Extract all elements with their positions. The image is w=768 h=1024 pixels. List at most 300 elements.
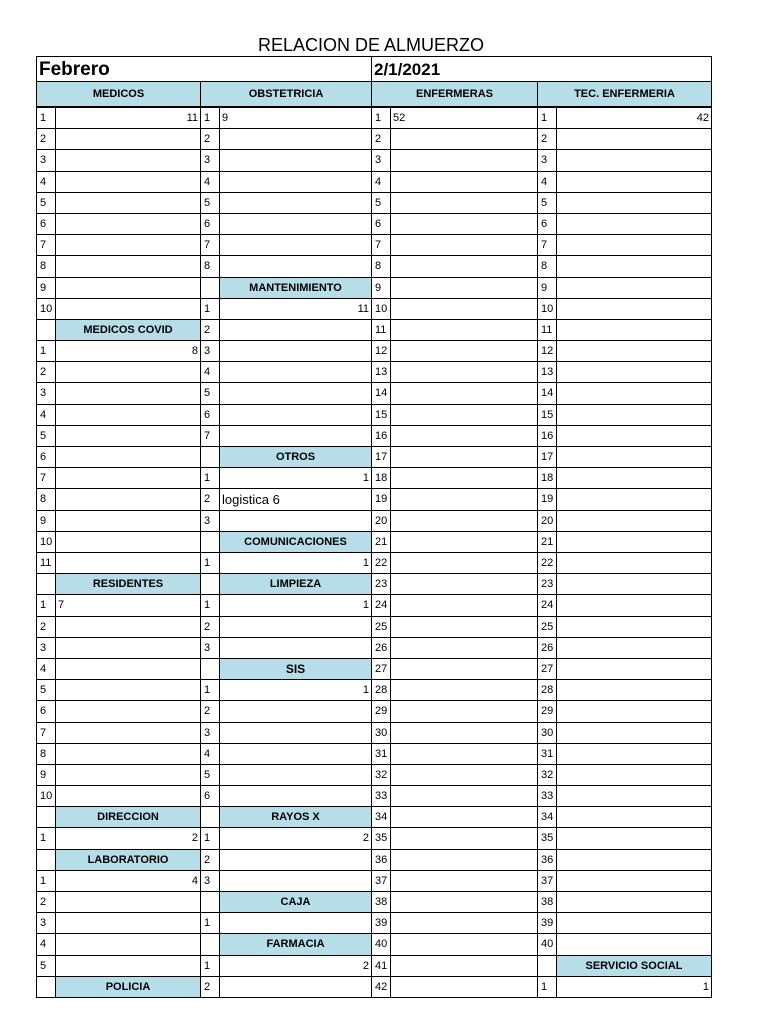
row-number: 32: [371, 764, 391, 786]
count-cell[interactable]: [390, 531, 538, 553]
count-cell[interactable]: [219, 700, 372, 723]
row-number: 28: [371, 679, 391, 701]
count-cell[interactable]: [390, 340, 538, 362]
count-cell[interactable]: [556, 722, 712, 744]
count-cell[interactable]: [556, 870, 712, 892]
row-number: 37: [371, 870, 391, 892]
count-cell[interactable]: [219, 255, 372, 278]
group-header-rayos-x: RAYOS X: [219, 806, 372, 828]
count-cell[interactable]: [219, 404, 372, 426]
row-number: 5: [371, 192, 391, 214]
count-cell[interactable]: [556, 849, 712, 871]
row-number: 8: [200, 255, 220, 278]
count-cell[interactable]: [556, 213, 712, 235]
count-cell[interactable]: [219, 510, 372, 532]
blank-cell: [200, 277, 220, 299]
count-cell-otros-1[interactable]: 1: [219, 467, 372, 489]
count-cell[interactable]: [390, 277, 538, 299]
row-number: 5: [200, 192, 220, 214]
count-cell[interactable]: [55, 234, 201, 256]
count-cell[interactable]: [390, 467, 538, 489]
row-number: 3: [200, 340, 220, 362]
row-number: 11: [36, 552, 56, 574]
row-number: 9: [36, 277, 56, 299]
count-cell[interactable]: [55, 128, 201, 150]
group-header-laboratorio: LABORATORIO: [55, 849, 201, 871]
count-cell[interactable]: [55, 679, 201, 701]
row-number: 4: [200, 171, 220, 193]
row-number: 4: [36, 658, 56, 680]
row-number: 3: [36, 637, 56, 659]
count-cell[interactable]: [390, 573, 538, 595]
count-cell[interactable]: [55, 616, 201, 638]
count-cell[interactable]: [55, 912, 201, 934]
count-cell[interactable]: [390, 404, 538, 426]
count-cell[interactable]: [390, 976, 538, 998]
row-number: 3: [371, 149, 391, 172]
count-cell[interactable]: [390, 149, 538, 172]
row-number: 40: [371, 933, 391, 956]
count-cell[interactable]: [55, 531, 201, 553]
count-cell[interactable]: [390, 891, 538, 913]
count-cell[interactable]: [390, 679, 538, 701]
row-number: 30: [371, 722, 391, 744]
row-number: 23: [371, 573, 391, 595]
row-number: 29: [537, 700, 557, 723]
count-cell[interactable]: [556, 446, 712, 468]
row-number: 18: [537, 467, 557, 489]
row-number: 14: [371, 382, 391, 405]
count-cell[interactable]: [219, 171, 372, 193]
count-cell[interactable]: [390, 700, 538, 723]
count-cell[interactable]: [556, 637, 712, 659]
row-number: 7: [200, 425, 220, 447]
count-cell[interactable]: [556, 298, 712, 320]
row-number: 2: [200, 616, 220, 638]
row-number: 33: [371, 785, 391, 807]
count-cell[interactable]: [390, 849, 538, 871]
count-cell-tec-enfermeria-1[interactable]: 42: [556, 107, 712, 129]
count-cell[interactable]: [219, 722, 372, 744]
row-number: 1: [200, 827, 220, 850]
blank-cell: [36, 849, 56, 871]
count-cell-medicos-covid-1[interactable]: 8: [55, 340, 201, 362]
count-cell[interactable]: [390, 255, 538, 278]
count-cell[interactable]: [390, 806, 538, 828]
row-number: 3: [200, 870, 220, 892]
row-number: 6: [200, 785, 220, 807]
count-cell[interactable]: [219, 637, 372, 659]
count-cell[interactable]: [219, 616, 372, 638]
row-number: 1: [36, 340, 56, 362]
count-cell[interactable]: [219, 976, 372, 998]
row-number: 25: [537, 616, 557, 638]
group-header-limpieza: LIMPIEZA: [219, 573, 372, 595]
count-cell[interactable]: [55, 658, 201, 680]
count-cell[interactable]: [219, 340, 372, 362]
row-number: 7: [537, 234, 557, 256]
count-cell[interactable]: [390, 743, 538, 765]
row-number: 2: [36, 128, 56, 150]
row-number: 9: [36, 764, 56, 786]
row-number: 7: [371, 234, 391, 256]
count-cell-servicio-social-1[interactable]: 1: [556, 976, 712, 998]
count-cell[interactable]: [390, 955, 538, 977]
count-cell[interactable]: [556, 319, 712, 341]
row-number: 21: [537, 531, 557, 553]
row-number: 2: [200, 849, 220, 871]
count-cell[interactable]: [55, 446, 201, 468]
count-cell[interactable]: [556, 149, 712, 172]
row-number: 2: [200, 488, 220, 511]
row-number: 8: [36, 743, 56, 765]
count-cell[interactable]: [390, 827, 538, 850]
blank-cell: [537, 955, 557, 977]
count-cell[interactable]: [219, 319, 372, 341]
count-cell[interactable]: [219, 128, 372, 150]
count-cell-residentes-1[interactable]: 7: [55, 594, 201, 617]
row-number: 9: [537, 277, 557, 299]
group-header-comunicaciones: COMUNICACIONES: [219, 531, 372, 553]
count-cell[interactable]: [556, 277, 712, 299]
group-header-mantenimiento: MANTENIMIENTO: [219, 277, 372, 299]
row-number: 3: [36, 149, 56, 172]
row-number: 4: [36, 404, 56, 426]
count-cell[interactable]: [556, 785, 712, 807]
count-cell[interactable]: [556, 912, 712, 934]
count-cell-limpieza-1[interactable]: 1: [219, 594, 372, 617]
count-cell[interactable]: [55, 637, 201, 659]
count-cell[interactable]: [390, 425, 538, 447]
row-number: 29: [371, 700, 391, 723]
count-cell[interactable]: [219, 192, 372, 214]
row-number: 39: [371, 912, 391, 934]
row-number: 4: [537, 171, 557, 193]
count-cell[interactable]: [219, 213, 372, 235]
blank-cell: [36, 573, 56, 595]
count-cell[interactable]: [390, 213, 538, 235]
count-cell[interactable]: [219, 149, 372, 172]
count-cell-direccion-1[interactable]: 2: [55, 827, 201, 850]
count-cell[interactable]: [556, 510, 712, 532]
row-number: 15: [537, 404, 557, 426]
row-number: 5: [537, 192, 557, 214]
row-number: 24: [537, 594, 557, 617]
count-cell[interactable]: [55, 255, 201, 278]
count-cell[interactable]: [390, 933, 538, 956]
row-number: 3: [200, 722, 220, 744]
count-cell[interactable]: [390, 171, 538, 193]
count-cell-sis-1[interactable]: 1: [219, 679, 372, 701]
row-number: 32: [537, 764, 557, 786]
row-number: 12: [537, 340, 557, 362]
row-number: 4: [36, 933, 56, 956]
count-cell[interactable]: [55, 700, 201, 723]
row-number: 5: [36, 955, 56, 977]
row-number: 7: [36, 722, 56, 744]
count-cell[interactable]: [556, 552, 712, 574]
count-cell[interactable]: [556, 361, 712, 383]
row-number: 9: [36, 510, 56, 532]
count-cell[interactable]: [55, 955, 201, 977]
count-cell[interactable]: [556, 806, 712, 828]
blank-cell: [200, 933, 220, 956]
count-cell[interactable]: [556, 679, 712, 701]
blank-cell: [200, 531, 220, 553]
count-cell[interactable]: [390, 298, 538, 320]
count-cell[interactable]: [556, 594, 712, 617]
row-number: 6: [200, 404, 220, 426]
row-number: 6: [36, 446, 56, 468]
count-cell[interactable]: [390, 785, 538, 807]
row-number: 36: [537, 849, 557, 871]
row-number: 3: [200, 510, 220, 532]
count-cell[interactable]: [55, 277, 201, 299]
count-cell[interactable]: [55, 764, 201, 786]
count-cell[interactable]: [55, 382, 201, 405]
count-cell[interactable]: [556, 827, 712, 850]
count-cell[interactable]: [55, 891, 201, 913]
row-number: 24: [371, 594, 391, 617]
row-number: 8: [36, 255, 56, 278]
row-number: 15: [371, 404, 391, 426]
blank-cell: [200, 658, 220, 680]
row-number: 1: [537, 976, 557, 998]
count-cell[interactable]: [556, 340, 712, 362]
count-cell[interactable]: [55, 722, 201, 744]
count-cell-medicos-1[interactable]: 11: [55, 107, 201, 129]
row-number: 38: [537, 891, 557, 913]
count-cell[interactable]: [390, 870, 538, 892]
count-cell[interactable]: [390, 382, 538, 405]
count-cell[interactable]: [219, 361, 372, 383]
group-header-servicio-social: SERVICIO SOCIAL: [556, 955, 712, 977]
count-cell[interactable]: [390, 552, 538, 574]
row-number: 31: [371, 743, 391, 765]
row-number: 1: [537, 107, 557, 129]
count-cell[interactable]: [390, 912, 538, 934]
row-number: 34: [537, 806, 557, 828]
count-cell[interactable]: [390, 510, 538, 532]
row-number: 3: [36, 382, 56, 405]
count-cell[interactable]: [219, 870, 372, 892]
count-cell[interactable]: [55, 404, 201, 426]
count-cell-otros-2[interactable]: logistica 6: [219, 488, 372, 511]
count-cell[interactable]: [390, 764, 538, 786]
row-number: 10: [371, 298, 391, 320]
count-cell[interactable]: [390, 658, 538, 680]
count-cell[interactable]: [55, 467, 201, 489]
row-number: 27: [371, 658, 391, 680]
count-cell[interactable]: [556, 531, 712, 553]
row-number: 10: [36, 298, 56, 320]
count-cell[interactable]: [55, 213, 201, 235]
count-cell[interactable]: [390, 488, 538, 511]
row-number: 30: [537, 722, 557, 744]
count-cell[interactable]: [219, 785, 372, 807]
count-cell[interactable]: [556, 933, 712, 956]
count-cell[interactable]: [556, 573, 712, 595]
group-header-direccion: DIRECCION: [55, 806, 201, 828]
count-cell[interactable]: [55, 192, 201, 214]
row-number: 1: [36, 594, 56, 617]
row-number: 2: [200, 700, 220, 723]
count-cell[interactable]: [390, 361, 538, 383]
count-cell[interactable]: [556, 234, 712, 256]
row-number: 13: [371, 361, 391, 383]
count-cell[interactable]: [556, 404, 712, 426]
count-cell[interactable]: [55, 361, 201, 383]
row-number: 17: [371, 446, 391, 468]
count-cell[interactable]: [556, 255, 712, 278]
count-cell-enfermeras-1[interactable]: 52: [390, 107, 538, 129]
row-number: 20: [537, 510, 557, 532]
count-cell[interactable]: [556, 616, 712, 638]
row-number: 42: [371, 976, 391, 998]
count-cell[interactable]: [390, 594, 538, 617]
row-number: 1: [200, 955, 220, 977]
row-number: 3: [200, 149, 220, 172]
row-number: 8: [36, 488, 56, 511]
row-number: 2: [200, 128, 220, 150]
row-number: 4: [200, 743, 220, 765]
row-number: 26: [537, 637, 557, 659]
date-cell[interactable]: 2/1/2021: [371, 56, 712, 82]
group-header-policia: POLICIA: [55, 976, 201, 998]
count-cell[interactable]: [390, 616, 538, 638]
count-cell[interactable]: [219, 382, 372, 405]
row-number: 33: [537, 785, 557, 807]
count-cell[interactable]: [55, 171, 201, 193]
row-number: 1: [200, 679, 220, 701]
row-number: 12: [371, 340, 391, 362]
row-number: 16: [537, 425, 557, 447]
row-number: 2: [36, 616, 56, 638]
count-cell[interactable]: [55, 298, 201, 320]
count-cell[interactable]: [556, 425, 712, 447]
count-cell[interactable]: [556, 488, 712, 511]
header-obstetricia: OBSTETRICIA: [200, 81, 372, 107]
count-cell[interactable]: [55, 785, 201, 807]
row-number: 19: [537, 488, 557, 511]
row-number: 41: [371, 955, 391, 977]
row-number: 1: [36, 827, 56, 850]
row-number: 7: [36, 234, 56, 256]
count-cell[interactable]: [219, 425, 372, 447]
blank-cell: [36, 319, 56, 341]
count-cell[interactable]: [556, 192, 712, 214]
row-number: 6: [537, 213, 557, 235]
row-number: 4: [371, 171, 391, 193]
row-number: 5: [36, 192, 56, 214]
count-cell-mantenimiento-1[interactable]: 11: [219, 298, 372, 320]
row-number: 1: [36, 870, 56, 892]
count-cell[interactable]: [390, 446, 538, 468]
count-cell[interactable]: [219, 234, 372, 256]
row-number: 11: [537, 319, 557, 341]
blank-cell: [200, 891, 220, 913]
row-number: 6: [371, 213, 391, 235]
row-number: 31: [537, 743, 557, 765]
row-number: 27: [537, 658, 557, 680]
group-header-residentes: RESIDENTES: [55, 573, 201, 595]
row-number: 10: [36, 785, 56, 807]
count-cell-rayos-x-1[interactable]: 2: [219, 827, 372, 850]
row-number: 1: [200, 467, 220, 489]
row-number: 8: [537, 255, 557, 278]
count-cell[interactable]: [55, 933, 201, 956]
row-number: 4: [200, 361, 220, 383]
row-number: 2: [36, 891, 56, 913]
row-number: 40: [537, 933, 557, 956]
count-cell[interactable]: [55, 425, 201, 447]
count-cell[interactable]: [556, 764, 712, 786]
count-cell[interactable]: [55, 149, 201, 172]
count-cell[interactable]: [556, 128, 712, 150]
report-title: RELACION DE ALMUERZO: [257, 35, 485, 55]
count-cell[interactable]: [390, 128, 538, 150]
count-cell[interactable]: [556, 658, 712, 680]
count-cell[interactable]: [390, 319, 538, 341]
count-cell[interactable]: [390, 637, 538, 659]
count-cell[interactable]: [556, 743, 712, 765]
count-cell[interactable]: [390, 722, 538, 744]
row-number: 2: [200, 319, 220, 341]
count-cell[interactable]: [55, 552, 201, 574]
row-number: 7: [36, 467, 56, 489]
count-cell[interactable]: [55, 743, 201, 765]
row-number: 7: [200, 234, 220, 256]
count-cell[interactable]: [219, 764, 372, 786]
row-number: 1: [200, 107, 220, 129]
row-number: 18: [371, 467, 391, 489]
count-cell[interactable]: [55, 488, 201, 511]
count-cell-farmacia-1[interactable]: 2: [219, 955, 372, 977]
count-cell[interactable]: [219, 849, 372, 871]
row-number: 2: [36, 361, 56, 383]
group-header-farmacia: FARMACIA: [219, 933, 372, 956]
count-cell-obstetricia-1[interactable]: 9: [219, 107, 372, 129]
row-number: 38: [371, 891, 391, 913]
count-cell[interactable]: [556, 467, 712, 489]
count-cell[interactable]: [556, 382, 712, 405]
header-medicos: MEDICOS: [36, 81, 201, 107]
count-cell[interactable]: [219, 912, 372, 934]
row-number: 3: [200, 637, 220, 659]
count-cell-comunicaciones-1[interactable]: 1: [219, 552, 372, 574]
count-cell[interactable]: [219, 743, 372, 765]
count-cell[interactable]: [556, 700, 712, 723]
count-cell[interactable]: [390, 234, 538, 256]
month-cell[interactable]: Febrero: [36, 56, 372, 82]
row-number: 6: [36, 700, 56, 723]
count-cell[interactable]: [556, 171, 712, 193]
blank-cell: [200, 806, 220, 828]
row-number: 13: [537, 361, 557, 383]
row-number: 6: [36, 213, 56, 235]
row-number: 16: [371, 425, 391, 447]
row-number: 26: [371, 637, 391, 659]
group-header-otros: OTROS: [219, 446, 372, 468]
count-cell[interactable]: [55, 510, 201, 532]
row-number: 19: [371, 488, 391, 511]
count-cell[interactable]: [556, 891, 712, 913]
count-cell-laboratorio-1[interactable]: 4: [55, 870, 201, 892]
count-cell[interactable]: [390, 192, 538, 214]
row-number: 2: [371, 128, 391, 150]
row-number: 36: [371, 849, 391, 871]
blank-cell: [200, 446, 220, 468]
